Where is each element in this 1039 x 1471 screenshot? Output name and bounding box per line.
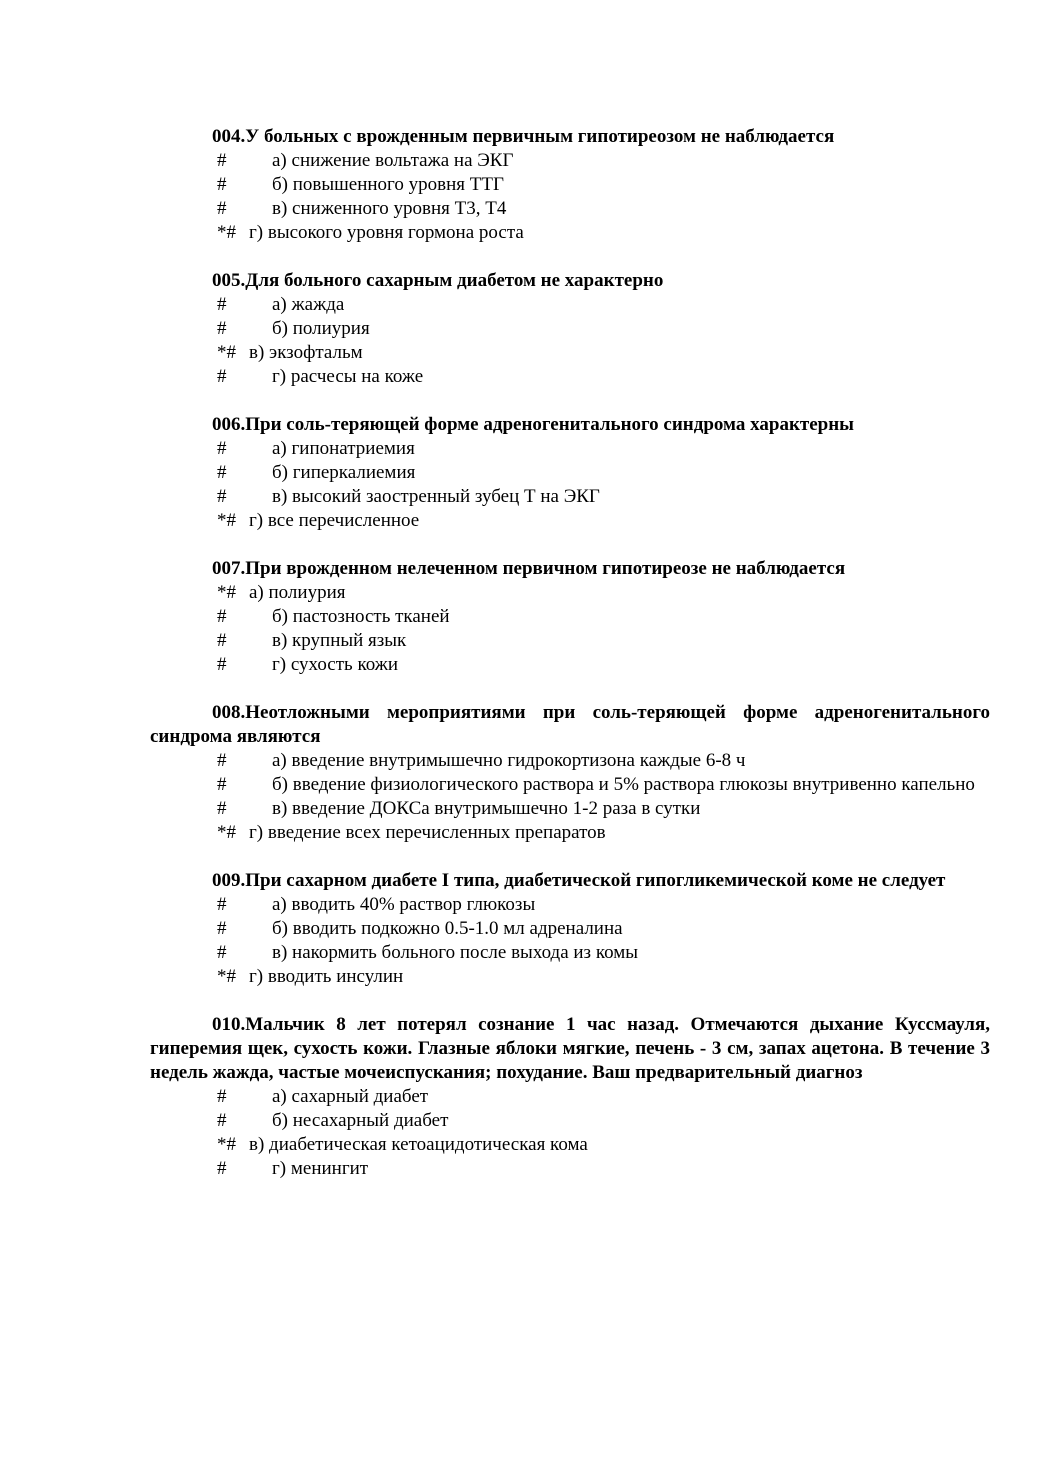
answer-option xyxy=(150,749,990,773)
option-mark: # xyxy=(217,798,227,819)
question-text: Для больного сахарным диабетом не характерно xyxy=(245,270,664,291)
test-page xyxy=(150,125,990,1205)
answer-option xyxy=(150,485,990,509)
option-mark: # xyxy=(217,654,227,675)
question-title xyxy=(150,269,990,293)
option-text: а) введение внутримышечно гидрокортизона каждые 6-8 ч xyxy=(272,750,746,771)
answer-option xyxy=(150,917,990,941)
option-text: а) сахарный диабет xyxy=(272,1086,429,1107)
option-mark: *# xyxy=(217,1134,236,1155)
option-mark: # xyxy=(217,750,227,771)
option-mark: *# xyxy=(217,510,236,531)
answer-option xyxy=(150,1085,990,1109)
question-005 xyxy=(150,269,990,389)
option-text: а) снижение вольтажа на ЭКГ xyxy=(272,150,514,171)
option-mark: # xyxy=(217,918,227,939)
answer-option xyxy=(150,461,990,485)
question-010 xyxy=(150,1013,990,1181)
option-mark: # xyxy=(217,606,227,627)
question-title xyxy=(150,1013,990,1085)
question-title xyxy=(150,701,990,749)
option-text: а) гипонатриемия xyxy=(272,438,415,459)
option-mark: # xyxy=(217,894,227,915)
option-text: в) введение ДОКСа внутримышечно 1-2 раза в сутки xyxy=(272,798,701,819)
question-text: Неотложными мероприятиями при соль-теряющей форме адреногенитального синдрома являются xyxy=(150,702,990,747)
answer-option xyxy=(150,629,990,653)
option-text: г) все перечисленное xyxy=(249,510,420,531)
option-text: г) вводить инсулин xyxy=(249,966,404,987)
question-text: Мальчик 8 лет потерял сознание 1 час назад. Отмечаются дыхание Куссмауля, гиперемия щек, сухость кожи. Глазные яблоки мягкие, печень - 3 см, запах ацетона. В течение 3 недель жажда, частые мочеиспускания; похудание. Ваш предварительный диагноз xyxy=(150,1014,990,1083)
question-title xyxy=(150,413,990,437)
answer-option xyxy=(150,1157,990,1181)
option-text: г) введение всех перечисленных препаратов xyxy=(249,822,606,843)
option-text: в) высокий заостренный зубец Т на ЭКГ xyxy=(272,486,600,507)
answer-option xyxy=(150,605,990,629)
answer-option xyxy=(150,797,990,821)
answer-option xyxy=(150,293,990,317)
option-text: в) накормить больного после выхода из комы xyxy=(272,942,639,963)
answer-option-correct xyxy=(150,1133,990,1157)
option-mark: # xyxy=(217,174,227,195)
option-text: б) введение физиологического раствора и 5% раствора глюкозы внутривенно капельно xyxy=(272,774,975,795)
option-mark: # xyxy=(217,438,227,459)
option-text: г) менингит xyxy=(272,1158,369,1179)
option-text: г) расчесы на коже xyxy=(272,366,424,387)
question-text: При врожденном нелеченном первичном гипотиреозе не наблюдается xyxy=(245,558,846,579)
answer-option-correct xyxy=(150,581,990,605)
option-text: г) сухость кожи xyxy=(272,654,399,675)
option-mark: # xyxy=(217,1158,227,1179)
option-mark: *# xyxy=(217,966,236,987)
option-text: б) повышенного уровня ТТГ xyxy=(272,174,504,195)
option-text: в) сниженного уровня Т3, Т4 xyxy=(272,198,507,219)
question-number: 006. xyxy=(212,414,246,435)
question-title xyxy=(150,869,990,893)
option-mark: # xyxy=(217,150,227,171)
option-mark: # xyxy=(217,942,227,963)
option-mark: # xyxy=(217,366,227,387)
answer-option xyxy=(150,773,990,797)
question-006 xyxy=(150,413,990,533)
option-mark: # xyxy=(217,1110,227,1131)
question-004 xyxy=(150,125,990,245)
question-008 xyxy=(150,701,990,845)
option-mark: # xyxy=(217,1086,227,1107)
question-number: 007. xyxy=(212,558,246,579)
question-title xyxy=(150,557,990,581)
answer-option xyxy=(150,197,990,221)
option-text: б) несахарный диабет xyxy=(272,1110,449,1131)
answer-option xyxy=(150,437,990,461)
option-text: б) полиурия xyxy=(272,318,370,339)
question-text: У больных с врожденным первичным гипотиреозом не наблюдается xyxy=(245,126,835,147)
option-mark: *# xyxy=(217,582,236,603)
answer-option xyxy=(150,173,990,197)
option-mark: # xyxy=(217,462,227,483)
answer-option-correct xyxy=(150,509,990,533)
answer-option-correct xyxy=(150,341,990,365)
question-number: 008. xyxy=(212,702,246,723)
option-text: в) диабетическая кетоацидотическая кома xyxy=(249,1134,588,1155)
answer-option-correct xyxy=(150,821,990,845)
question-007 xyxy=(150,557,990,677)
answer-option xyxy=(150,893,990,917)
option-text: б) гиперкалиемия xyxy=(272,462,416,483)
option-text: в) крупный язык xyxy=(272,630,407,651)
option-text: а) вводить 40% раствор глюкозы xyxy=(272,894,536,915)
option-text: а) полиурия xyxy=(249,582,346,603)
option-mark: # xyxy=(217,198,227,219)
answer-option xyxy=(150,941,990,965)
option-mark: # xyxy=(217,486,227,507)
option-text: а) жажда xyxy=(272,294,345,315)
question-title xyxy=(150,125,990,149)
option-mark: *# xyxy=(217,822,236,843)
option-text: в) экзофтальм xyxy=(249,342,363,363)
answer-option xyxy=(150,365,990,389)
answer-option xyxy=(150,317,990,341)
question-009 xyxy=(150,869,990,989)
answer-option xyxy=(150,1109,990,1133)
answer-option-correct xyxy=(150,221,990,245)
option-mark: # xyxy=(217,774,227,795)
question-text: При соль-теряющей форме адреногенитального синдрома характерны xyxy=(245,414,855,435)
option-mark: *# xyxy=(217,342,236,363)
question-text: При сахарном диабете I типа, диабетической гипогликемической коме не следует xyxy=(245,870,946,891)
question-number: 009. xyxy=(212,870,246,891)
answer-option xyxy=(150,149,990,173)
answer-option-correct xyxy=(150,965,990,989)
option-mark: # xyxy=(217,294,227,315)
option-text: г) высокого уровня гормона роста xyxy=(249,222,524,243)
question-number: 005. xyxy=(212,270,246,291)
option-mark: *# xyxy=(217,222,236,243)
question-number: 010. xyxy=(212,1014,246,1035)
option-text: б) вводить подкожно 0.5-1.0 мл адреналина xyxy=(272,918,623,939)
answer-option xyxy=(150,653,990,677)
option-mark: # xyxy=(217,318,227,339)
option-text: б) пастозность тканей xyxy=(272,606,450,627)
question-number: 004. xyxy=(212,126,246,147)
option-mark: # xyxy=(217,630,227,651)
